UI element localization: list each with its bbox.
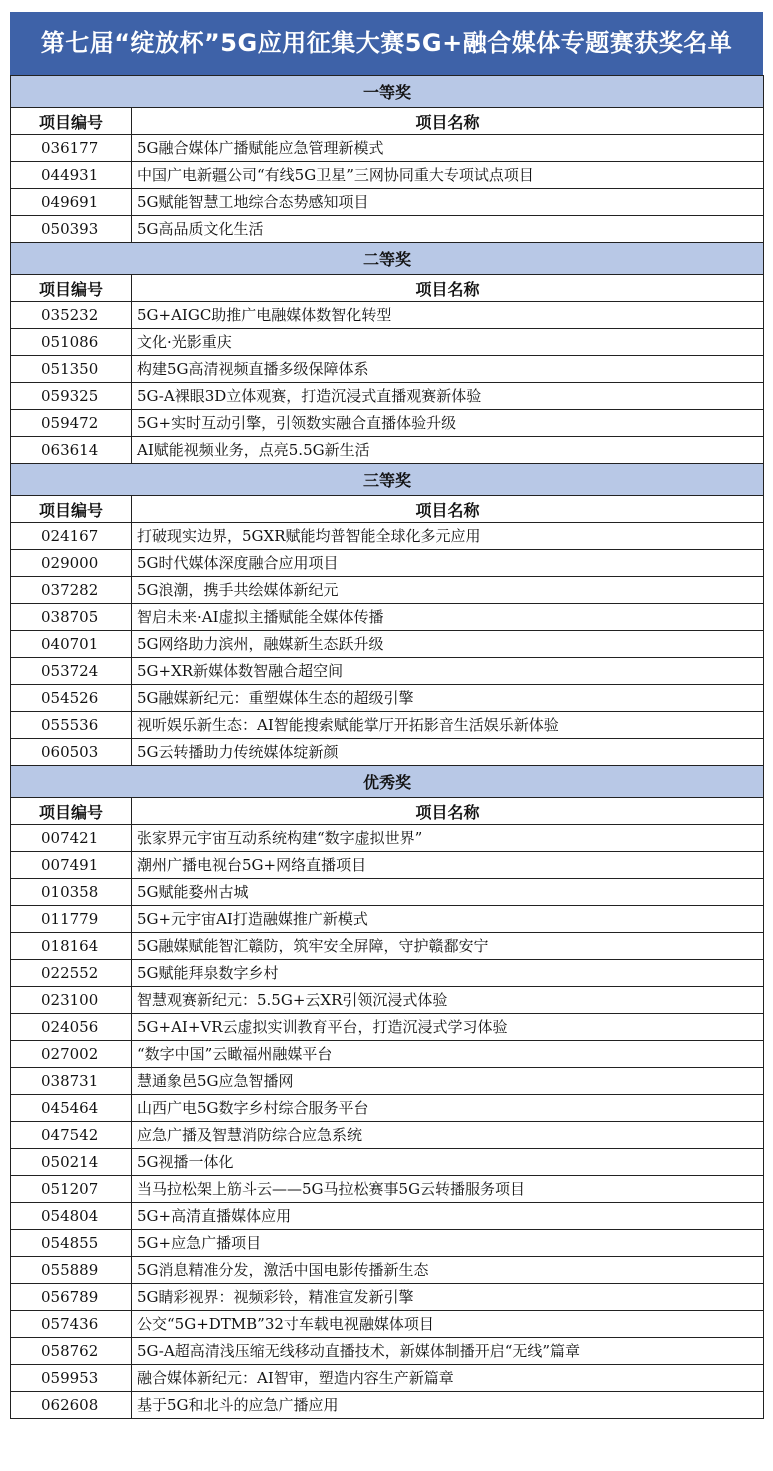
table-row xyxy=(11,550,764,577)
award-list-page xyxy=(0,12,773,1471)
project-name: 智启未来·AI虚拟主播赋能全媒体传播 xyxy=(132,604,764,631)
table-row xyxy=(11,1041,764,1068)
project-name: 5G赋能智慧工地综合态势感知项目 xyxy=(132,189,764,216)
project-name: 5G-A裸眼3D立体观赛，打造沉浸式直播观赛新体验 xyxy=(132,383,764,410)
project-name: 5G睛彩视界：视频彩铃，精准宣发新引擎 xyxy=(132,1284,764,1311)
award-table-body xyxy=(11,76,764,1419)
project-name: 5G-A超高清浅压缩无线移动直播技术，新媒体制播开启“无线”篇章 xyxy=(132,1338,764,1365)
project-code: 058762 xyxy=(11,1338,132,1365)
project-code: 045464 xyxy=(11,1095,132,1122)
project-code: 055889 xyxy=(11,1257,132,1284)
project-code: 055536 xyxy=(11,712,132,739)
project-code: 029000 xyxy=(11,550,132,577)
project-code: 059325 xyxy=(11,383,132,410)
project-name: 公交“5G+DTMB”32寸车载电视融媒体项目 xyxy=(132,1311,764,1338)
project-code: 054855 xyxy=(11,1230,132,1257)
project-code: 024167 xyxy=(11,523,132,550)
project-name: 打破现实边界，5GXR赋能均普智能全球化多元应用 xyxy=(132,523,764,550)
section-title: 二等奖 xyxy=(11,243,764,275)
project-name: 慧通象邑5G应急智播网 xyxy=(132,1068,764,1095)
section-header xyxy=(11,243,764,275)
project-name: 5G融媒赋能智汇赣防，筑牢安全屏障，守护赣鄱安宁 xyxy=(132,933,764,960)
project-name: 5G消息精准分发，激活中国电影传播新生态 xyxy=(132,1257,764,1284)
project-code: 059472 xyxy=(11,410,132,437)
project-name: 5G+AI+VR云虚拟实训教育平台，打造沉浸式学习体验 xyxy=(132,1014,764,1041)
table-row xyxy=(11,1203,764,1230)
project-name: 中国广电新疆公司“有线5G卫星”三网协同重大专项试点项目 xyxy=(132,162,764,189)
page-title: 第七届“绽放杯”5G应用征集大赛5G+融合媒体专题赛获奖名单 xyxy=(10,12,763,75)
project-code: 054526 xyxy=(11,685,132,712)
project-code: 044931 xyxy=(11,162,132,189)
table-row xyxy=(11,1257,764,1284)
table-row xyxy=(11,658,764,685)
project-name: 5G云转播助力传统媒体绽新颜 xyxy=(132,739,764,766)
column-header-code: 项目编号 xyxy=(11,798,132,825)
table-row xyxy=(11,960,764,987)
award-table xyxy=(10,75,764,1419)
project-name: 融合媒体新纪元：AI智审，塑造内容生产新篇章 xyxy=(132,1365,764,1392)
project-code: 057436 xyxy=(11,1311,132,1338)
table-row xyxy=(11,189,764,216)
table-row xyxy=(11,523,764,550)
column-header-row xyxy=(11,496,764,523)
table-row xyxy=(11,1365,764,1392)
section-title: 优秀奖 xyxy=(11,766,764,798)
project-code: 050393 xyxy=(11,216,132,243)
table-row xyxy=(11,1284,764,1311)
project-code: 022552 xyxy=(11,960,132,987)
project-code: 060503 xyxy=(11,739,132,766)
table-row xyxy=(11,1068,764,1095)
project-name: 5G高品质文化生活 xyxy=(132,216,764,243)
project-name: AI赋能视频业务，点亮5.5G新生活 xyxy=(132,437,764,464)
table-row xyxy=(11,1095,764,1122)
column-header-row xyxy=(11,798,764,825)
project-name: 山西广电5G数字乡村综合服务平台 xyxy=(132,1095,764,1122)
column-header-code: 项目编号 xyxy=(11,496,132,523)
table-row xyxy=(11,216,764,243)
table-row xyxy=(11,1230,764,1257)
table-row xyxy=(11,852,764,879)
table-row xyxy=(11,1149,764,1176)
project-name: 5G+高清直播媒体应用 xyxy=(132,1203,764,1230)
project-code: 035232 xyxy=(11,302,132,329)
project-name: 应急广播及智慧消防综合应急系统 xyxy=(132,1122,764,1149)
project-name: 5G浪潮，携手共绘媒体新纪元 xyxy=(132,577,764,604)
project-name: 文化·光影重庆 xyxy=(132,329,764,356)
column-header-name: 项目名称 xyxy=(132,798,764,825)
project-code: 038705 xyxy=(11,604,132,631)
table-row xyxy=(11,906,764,933)
table-row xyxy=(11,162,764,189)
project-code: 010358 xyxy=(11,879,132,906)
table-row xyxy=(11,1392,764,1419)
section-header xyxy=(11,464,764,496)
column-header-row xyxy=(11,275,764,302)
project-code: 037282 xyxy=(11,577,132,604)
section-title: 三等奖 xyxy=(11,464,764,496)
project-name: 5G融合媒体广播赋能应急管理新模式 xyxy=(132,135,764,162)
project-code: 007491 xyxy=(11,852,132,879)
project-name: 构建5G高清视频直播多级保障体系 xyxy=(132,356,764,383)
project-name: 5G网络助力滨州，融媒新生态跃升级 xyxy=(132,631,764,658)
project-code: 047542 xyxy=(11,1122,132,1149)
table-row xyxy=(11,1311,764,1338)
project-name: “数字中国”云瞰福州融媒平台 xyxy=(132,1041,764,1068)
table-row xyxy=(11,410,764,437)
project-code: 023100 xyxy=(11,987,132,1014)
table-row xyxy=(11,383,764,410)
project-name: 5G赋能拜泉数字乡村 xyxy=(132,960,764,987)
project-code: 049691 xyxy=(11,189,132,216)
project-code: 051086 xyxy=(11,329,132,356)
project-code: 011779 xyxy=(11,906,132,933)
table-row xyxy=(11,302,764,329)
table-row xyxy=(11,631,764,658)
table-row xyxy=(11,135,764,162)
project-name: 5G+XR新媒体数智融合超空间 xyxy=(132,658,764,685)
project-name: 潮州广播电视台5G+网络直播项目 xyxy=(132,852,764,879)
section-header xyxy=(11,766,764,798)
project-name: 张家界元宇宙互动系统构建“数字虚拟世界” xyxy=(132,825,764,852)
table-row xyxy=(11,1014,764,1041)
project-code: 038731 xyxy=(11,1068,132,1095)
column-header-code: 项目编号 xyxy=(11,108,132,135)
table-row xyxy=(11,712,764,739)
project-code: 027002 xyxy=(11,1041,132,1068)
project-code: 056789 xyxy=(11,1284,132,1311)
project-code: 063614 xyxy=(11,437,132,464)
table-row xyxy=(11,1122,764,1149)
project-name: 视听娱乐新生态：AI智能搜索赋能掌厅开拓影音生活娱乐新体验 xyxy=(132,712,764,739)
project-name: 5G+AIGC助推广电融媒体数智化转型 xyxy=(132,302,764,329)
table-row xyxy=(11,933,764,960)
table-row xyxy=(11,825,764,852)
project-code: 024056 xyxy=(11,1014,132,1041)
project-name: 5G融媒新纪元：重塑媒体生态的超级引擎 xyxy=(132,685,764,712)
table-row xyxy=(11,604,764,631)
column-header-code: 项目编号 xyxy=(11,275,132,302)
project-code: 018164 xyxy=(11,933,132,960)
table-row xyxy=(11,987,764,1014)
table-row xyxy=(11,1176,764,1203)
project-code: 059953 xyxy=(11,1365,132,1392)
column-header-row xyxy=(11,108,764,135)
project-name: 5G+元宇宙AI打造融媒推广新模式 xyxy=(132,906,764,933)
column-header-name: 项目名称 xyxy=(132,496,764,523)
table-row xyxy=(11,437,764,464)
project-name: 智慧观赛新纪元：5.5G+云XR引领沉浸式体验 xyxy=(132,987,764,1014)
project-code: 007421 xyxy=(11,825,132,852)
project-name: 5G赋能婺州古城 xyxy=(132,879,764,906)
table-row xyxy=(11,879,764,906)
table-row xyxy=(11,739,764,766)
project-name: 5G+应急广播项目 xyxy=(132,1230,764,1257)
project-name: 5G+实时互动引擎，引领数实融合直播体验升级 xyxy=(132,410,764,437)
project-name: 5G视播一体化 xyxy=(132,1149,764,1176)
project-code: 040701 xyxy=(11,631,132,658)
project-code: 053724 xyxy=(11,658,132,685)
table-row xyxy=(11,685,764,712)
project-code: 062608 xyxy=(11,1392,132,1419)
project-code: 050214 xyxy=(11,1149,132,1176)
project-code: 051350 xyxy=(11,356,132,383)
project-name: 5G时代媒体深度融合应用项目 xyxy=(132,550,764,577)
section-header xyxy=(11,76,764,108)
project-name: 基于5G和北斗的应急广播应用 xyxy=(132,1392,764,1419)
project-code: 036177 xyxy=(11,135,132,162)
section-title: 一等奖 xyxy=(11,76,764,108)
column-header-name: 项目名称 xyxy=(132,275,764,302)
table-row xyxy=(11,356,764,383)
table-row xyxy=(11,1338,764,1365)
column-header-name: 项目名称 xyxy=(132,108,764,135)
project-name: 当马拉松架上筋斗云——5G马拉松赛事5G云转播服务项目 xyxy=(132,1176,764,1203)
table-row xyxy=(11,329,764,356)
project-code: 051207 xyxy=(11,1176,132,1203)
table-row xyxy=(11,577,764,604)
project-code: 054804 xyxy=(11,1203,132,1230)
